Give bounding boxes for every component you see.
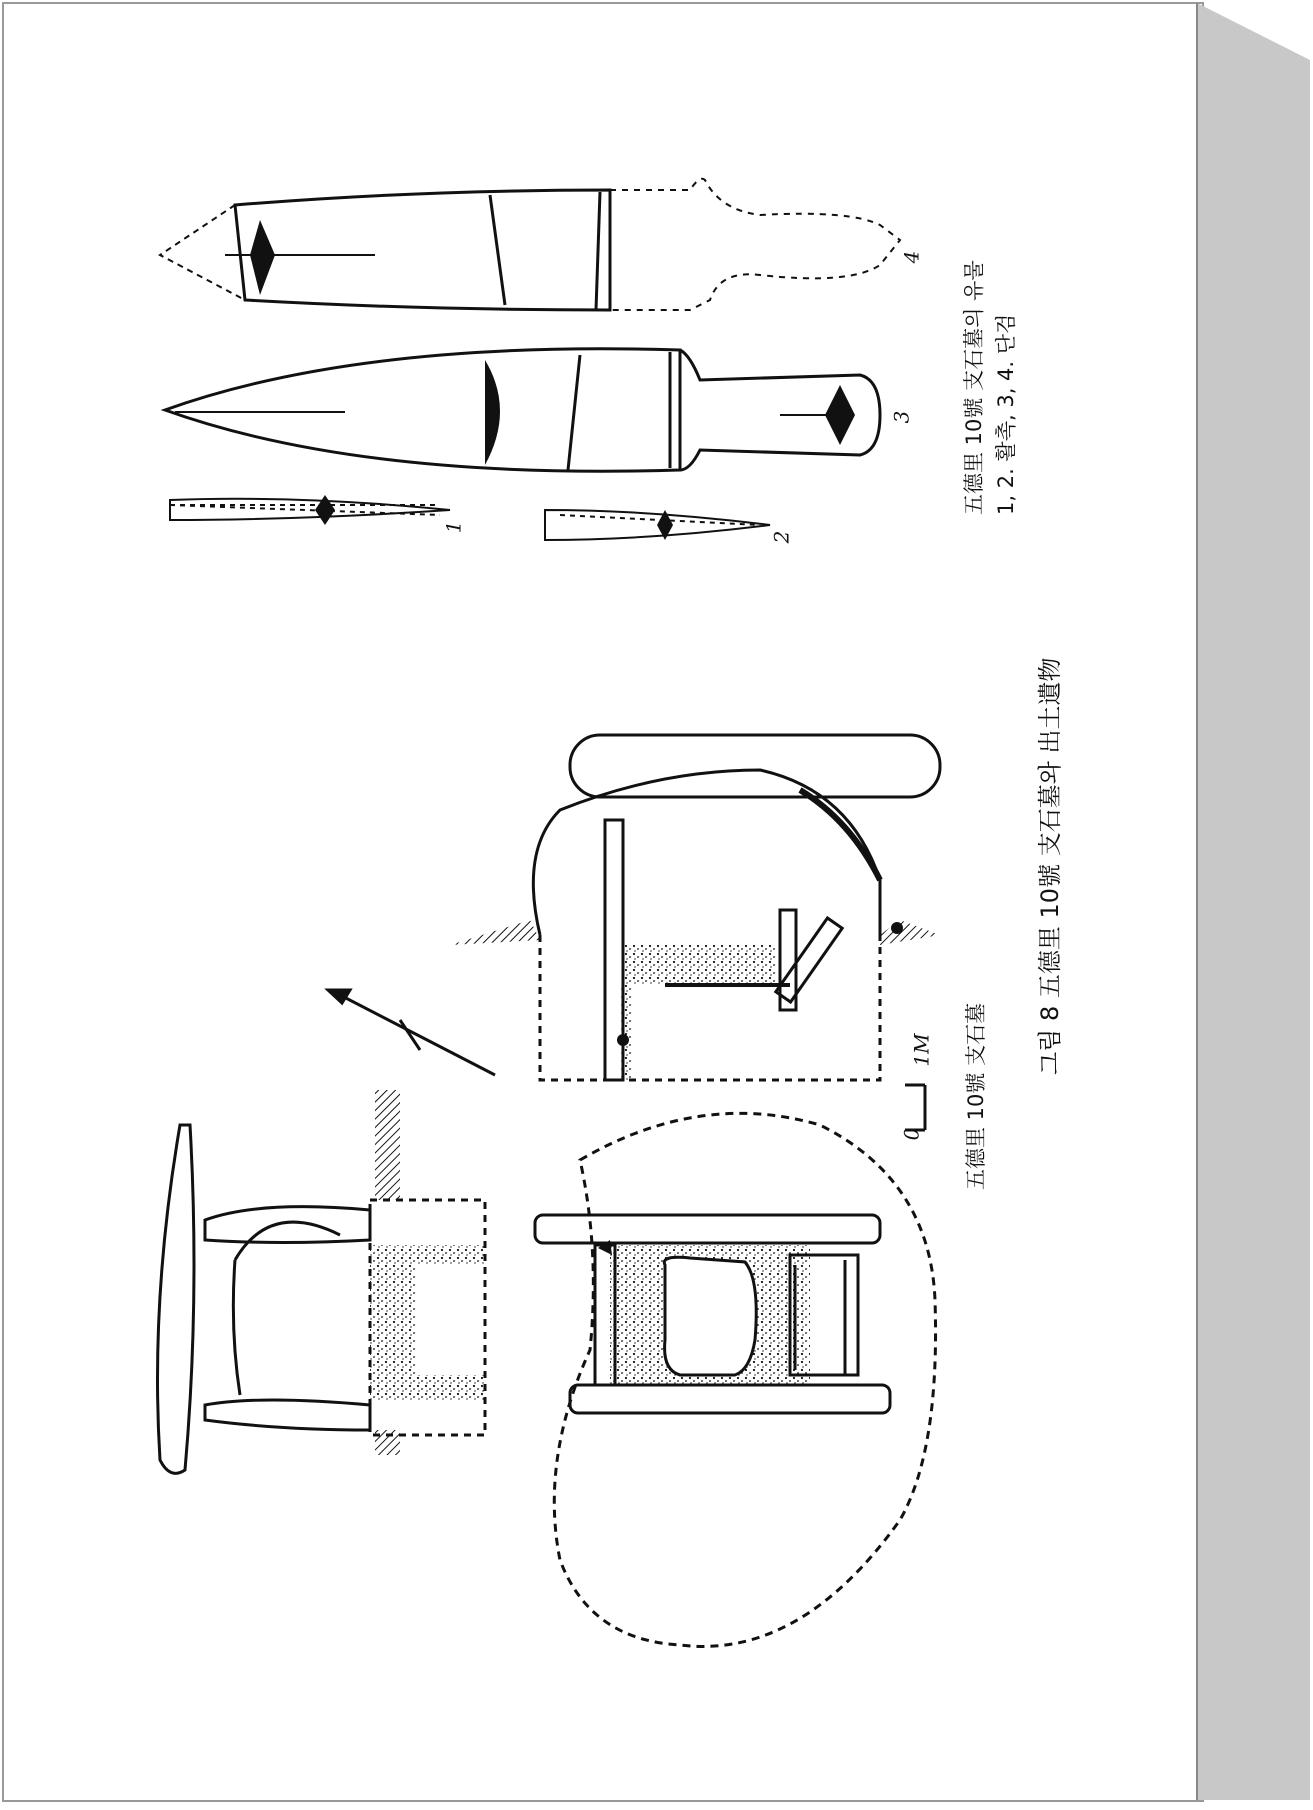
artifact-number-4: 4 xyxy=(899,250,924,264)
tomb-caption: 五德里 10號 支石墓 xyxy=(964,1002,988,1190)
artifact-caption-line1: 五德里 10號 支石墓의 유물 xyxy=(962,260,986,515)
artifact-number-3: 3 xyxy=(889,410,914,424)
figure-main-caption: 그림 8 五德里 10號 支石墓와 出土遺物 xyxy=(1036,657,1064,1075)
scale-label-zero: 0 xyxy=(899,1127,924,1141)
book-side-edge xyxy=(1197,3,1310,1800)
artifact-number-2: 2 xyxy=(769,530,794,544)
paper-sheet xyxy=(3,3,1203,1801)
artifact-caption-line2: 1, 2. 활촉, 3, 4. 단검 xyxy=(994,313,1018,515)
artifact-number-1: 1 xyxy=(441,520,466,534)
scale-label-one: 1M xyxy=(909,1033,934,1067)
